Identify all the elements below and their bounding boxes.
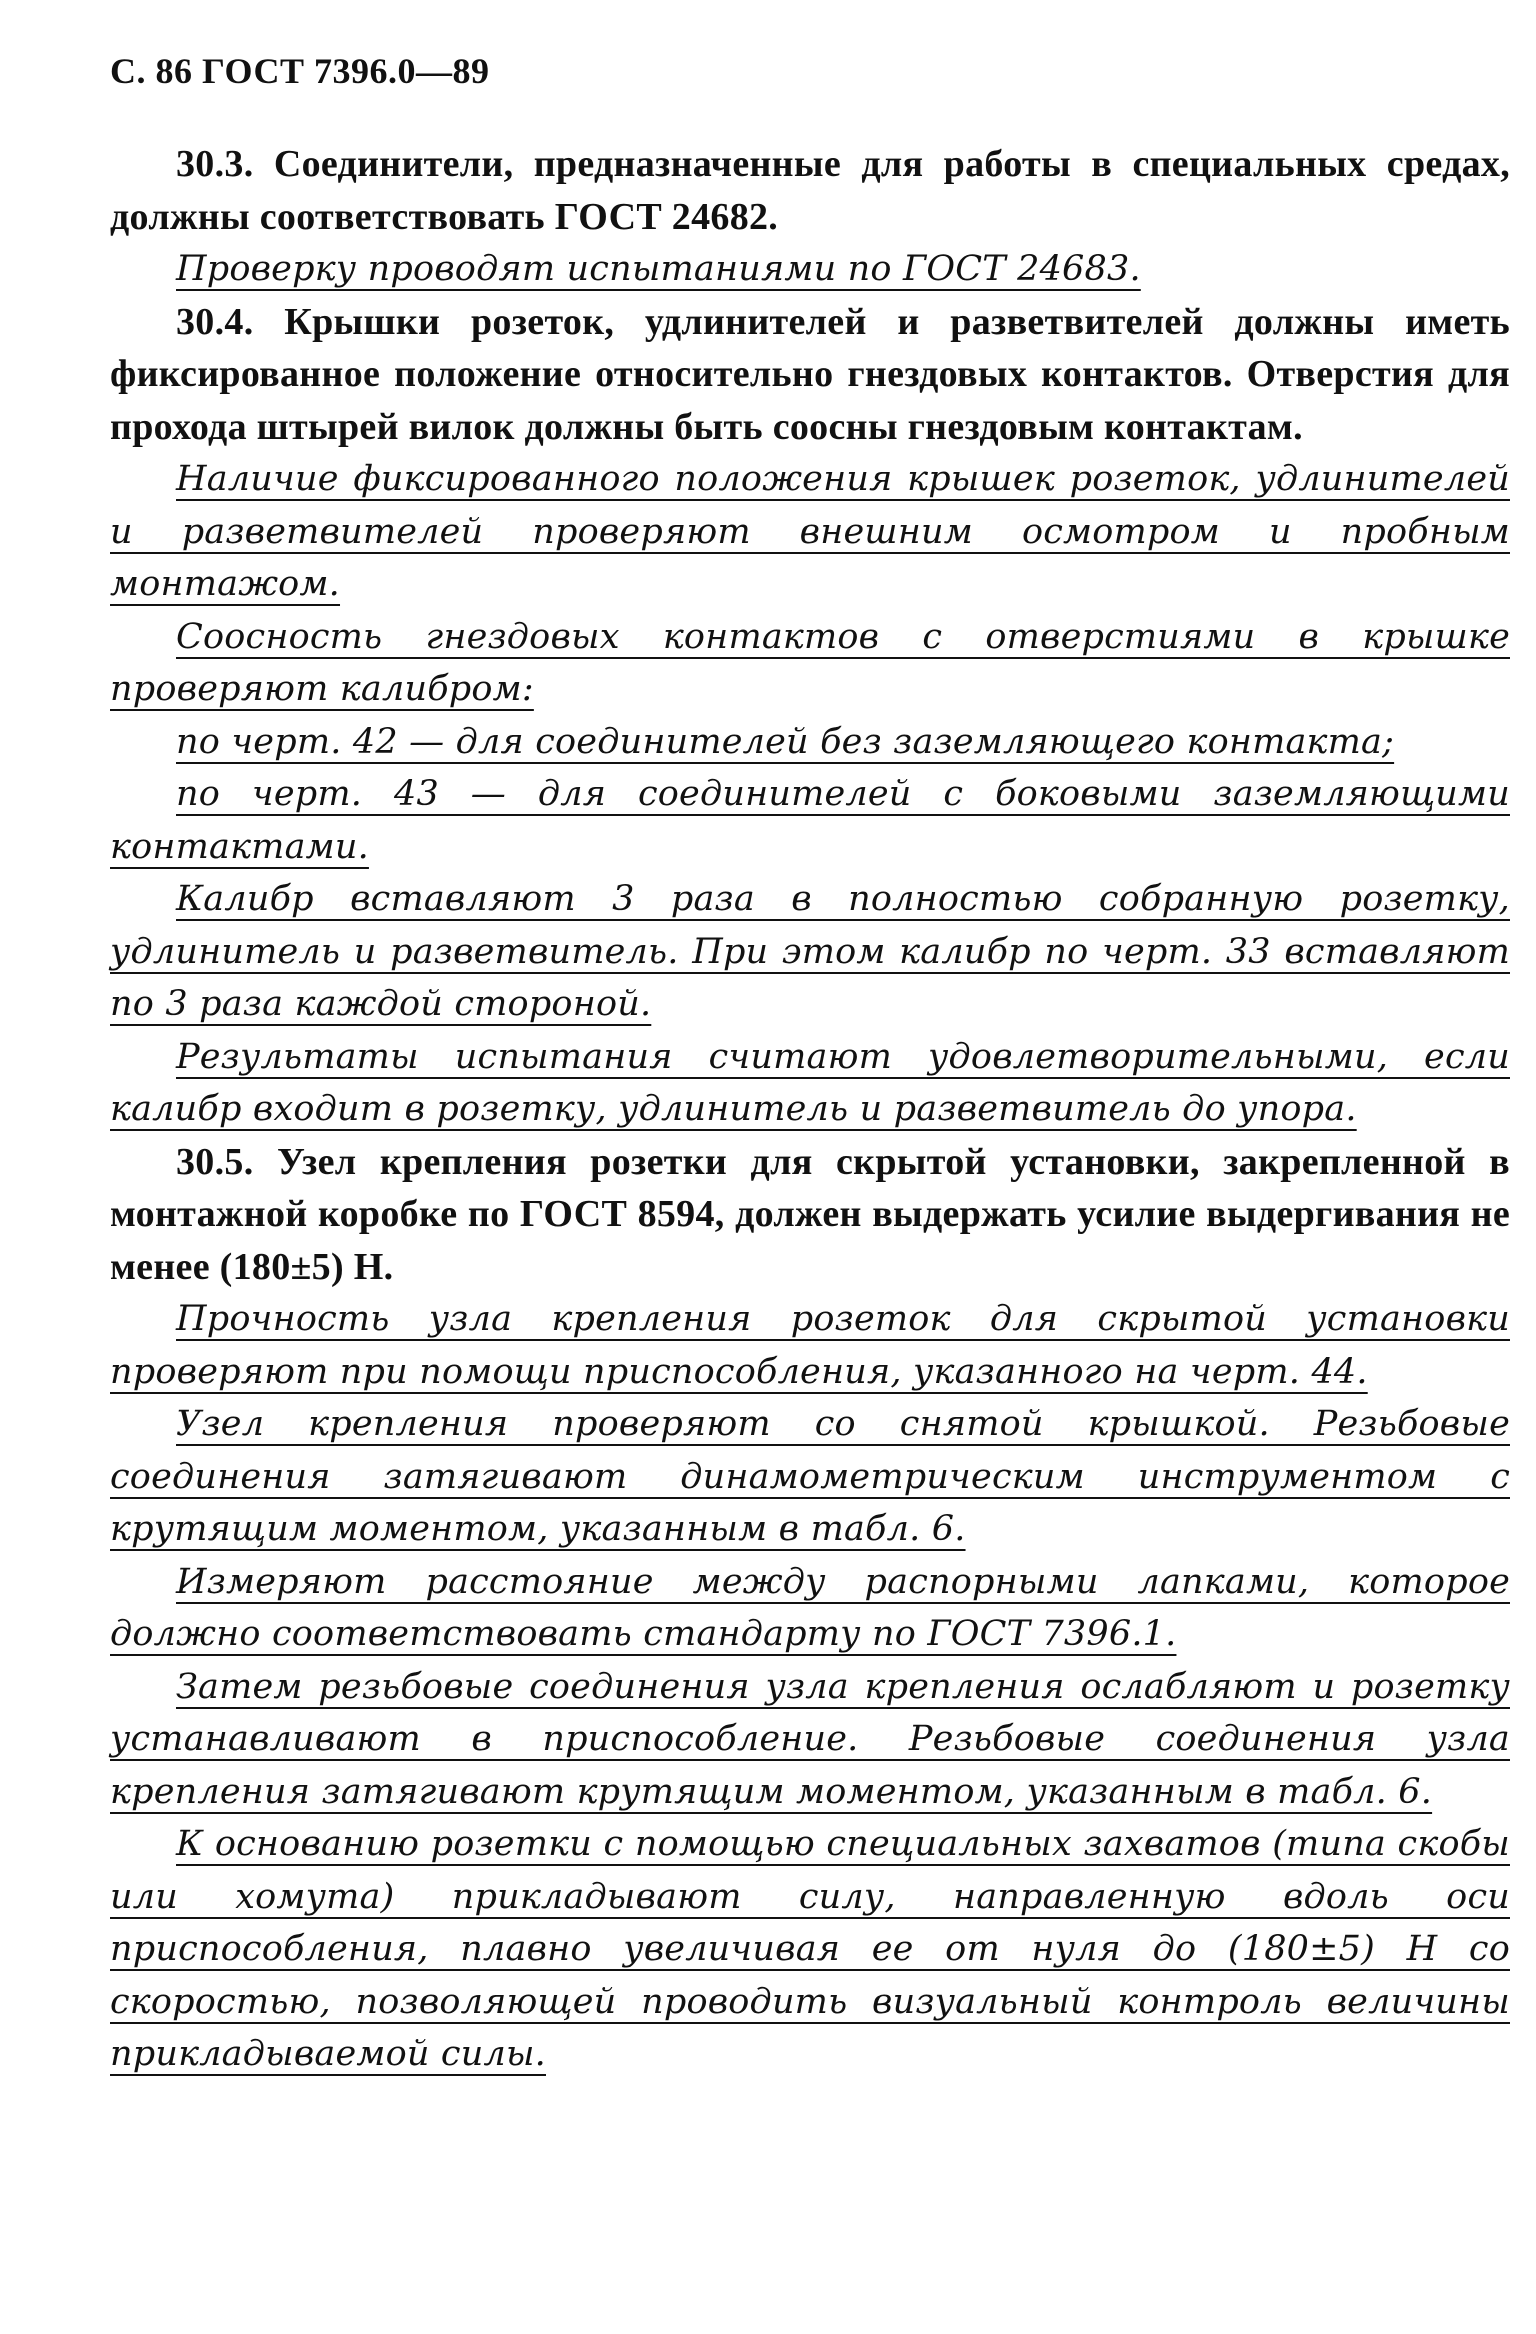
clause-30-4-drawing-42: по черт. 42 — для соединителей без заземляющего контакта; xyxy=(176,721,1395,762)
clause-30-4-drawing-43: по черт. 43 — для соединителей с боковыми заземляющими контактами. xyxy=(110,774,1510,867)
clause-30-4-gauge-procedure: Калибр вставляют 3 раза в полностью собранную розетку, удлинитель и разветвитель. При этом калибр по черт. 33 вставляют по 3 раза каждой стороной. xyxy=(110,879,1510,1024)
clause-30-5-cover-removed: Узел крепления проверяют со снятой крышкой. Резьбовые соединения затягивают динамометрическим инструментом с крутящим моментом, указанным в табл. 6. xyxy=(110,1404,1510,1549)
clause-30-4-check-alignment: Соосность гнездовых контактов с отверстиями в крышке проверяют калибром: xyxy=(110,616,1510,709)
clause-30-5-apply-force: К основанию розетки с помощью специальных захватов (типа скобы или хомута) прикладывают силу, направленную вдоль оси приспособления, плавно увеличивая ее от нуля до (180±5) Н со скоростью, позволяющей проводить визуальный контроль величины прикладываемой силы. xyxy=(110,1824,1510,2074)
page-header: С. 86 ГОСТ 7396.0—89 xyxy=(110,51,490,91)
clause-30-3-test: Проверку проводят испытаниями по ГОСТ 24683. xyxy=(176,249,1141,289)
document-body xyxy=(110,138,1510,2081)
clause-30-5-strength-check: Прочность узла крепления розеток для скрытой установки проверяют при помощи приспособления, указанного на черт. 44. xyxy=(110,1299,1510,1392)
clause-30-3: 30.3. Соединители, предназначенные для работы в специальных средах, должны соответствовать ГОСТ 24682. xyxy=(110,143,1510,238)
clause-30-4-check-fixing: Наличие фиксированного положения крышек розеток, удлинителей и разветвителей проверяют внешним осмотром и пробным монтажом. xyxy=(110,459,1510,604)
clause-30-5-fixture-mount: Затем резьбовые соединения узла крепления ослабляют и розетку устанавливают в приспособление. Резьбовые соединения узла крепления затягивают крутящим моментом, указанным в табл. 6. xyxy=(110,1666,1510,1812)
clause-30-4-result: Результаты испытания считают удовлетворительными, если калибр входит в розетку, удлинитель и разветвитель до упора. xyxy=(110,1036,1510,1129)
clause-30-5: 30.5. Узел крепления розетки для скрытой установки, закрепленной в монтажной коробке по ГОСТ 8594, должен выдержать усилие выдергивания не менее (180±5) Н. xyxy=(110,1140,1510,1288)
clause-30-5-measure-distance: Измеряют расстояние между распорными лапками, которое должно соответствовать стандарту по ГОСТ 7396.1. xyxy=(110,1561,1510,1654)
clause-30-4: 30.4. Крышки розеток, удлинителей и разветвителей должны иметь фиксированное положение относительно гнездовых контактов. Отверстия для прохода штырей вилок должны быть соосны гнездовым контактам. xyxy=(110,300,1510,448)
